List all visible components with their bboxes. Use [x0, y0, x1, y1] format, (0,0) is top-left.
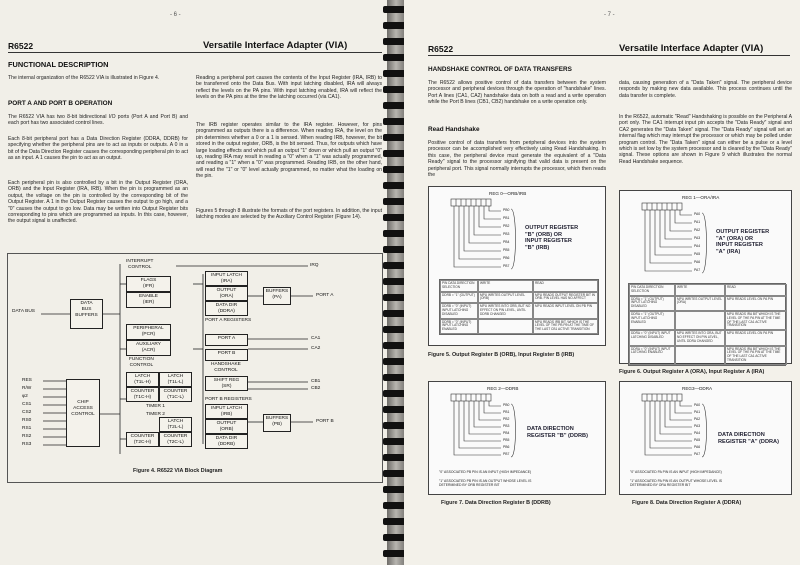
register-title: REG3—DDRA: [682, 386, 713, 391]
pin-label: CS1: [22, 402, 32, 407]
pin-label: RS3: [22, 442, 32, 447]
table-cell: MPU READS LEVEL ON PA PIN: [725, 330, 787, 345]
table-cell: MPU READS INPUT LEVEL ON PB PIN: [533, 303, 598, 318]
pin-label: φ2: [22, 394, 28, 399]
irq-label: IRQ: [310, 263, 319, 268]
table-cell: [675, 311, 725, 330]
latch-t1ll: LATCH (T1L-L): [159, 372, 192, 387]
pin-label: PB7: [503, 452, 510, 456]
register-b-table: [439, 279, 599, 335]
register-name: OUTPUT REGISTER "B" (ORB) OR INPUT REGISTER "B" (IRB): [525, 225, 579, 251]
pin-label: PB5: [503, 248, 510, 252]
table-cell: DDRA = "1" (OUTPUT) INPUT LATCHING DISABLED: [629, 296, 675, 311]
figure-5-caption: Figure 5. Output Register B (ORB), Input Register B (IRB): [428, 352, 575, 358]
ddr-b: DATA DIR (DDRB): [205, 434, 248, 449]
pin-label: PA5: [694, 252, 701, 256]
subsection-title: PORT A AND PORT B OPERATION: [8, 100, 113, 107]
pin-label: PA2: [694, 417, 701, 421]
header-rule: [8, 52, 382, 53]
subsection-title: Read Handshake: [428, 126, 480, 133]
port-b-label: PORT B: [316, 419, 334, 424]
header-left: R6522: [428, 44, 454, 54]
data-bus-buffers: DATA BUS BUFFERS: [70, 299, 103, 329]
handshake-control-label: HANDSHAKE CONTROL: [211, 362, 241, 373]
enable-ier: ENABLE (IER): [126, 292, 171, 308]
register-name: DATA DIRECTION REGISTER "A" (DDRA): [718, 432, 779, 445]
paragraph: data, causing generation of a "Data Taken" signal. The peripheral device responds by making new data available. This process continues until the data transfer is complete.: [619, 80, 792, 99]
output-ora: OUTPUT (ORA): [205, 286, 248, 301]
pin-label: PB7: [503, 264, 510, 268]
table-cell: DDRA = "1" (OUTPUT) INPUT LATCHING ENABLED: [629, 311, 675, 330]
pin-label: PB6: [503, 445, 510, 449]
pin-label: PB3: [503, 424, 510, 428]
pin-label: PA7: [694, 268, 701, 272]
table-cell: MPU WRITES OUTPUT LEVEL (ORA): [675, 296, 725, 311]
table-cell: PIN DATA DIRECTION SELECTION: [440, 280, 478, 292]
page-number: - 6 -: [170, 12, 181, 18]
block-diagram: [7, 253, 383, 483]
pin-label: PB1: [503, 410, 510, 414]
auxiliary-acr: AUXILIARY (ACR): [126, 340, 171, 356]
port-b-handshake: PORT B: [205, 349, 248, 361]
note: "1" ASSOCIATED PA PIN IS AN OUTPUT WHOSE LEVEL IS DETERMINED BY ORA REGISTER BIT: [630, 479, 722, 487]
pin-label: RS2: [22, 434, 32, 439]
table-cell: MPU READS LEVEL ON PA PIN: [725, 296, 787, 311]
figure-caption: Figure 4. R6522 VIA Block Diagram: [133, 468, 223, 474]
intro-text: The internal organization of the R6522 VIA is illustrated in Figure 4.: [8, 75, 160, 81]
pin-label: PB2: [503, 224, 510, 228]
counter-t1cl: COUNTER (T1C-L): [159, 387, 192, 402]
interrupt-control-label: INTERRUPT CONTROL: [126, 259, 154, 270]
pin-label: PA4: [694, 244, 701, 248]
page-number: - 7 -: [604, 12, 615, 18]
pin-label: PA3: [694, 424, 701, 428]
pin-label: PA6: [694, 260, 701, 264]
paragraph: Each peripheral pin is also controlled by a bit in the Output Register (ORA, ORB) and the Input Register (IRA, IRB). When the pin is programmed as an output, the voltage on the pin is controlled by the corresponding bit of the Output Register. A 1 in the Output Register causes the output to go high, and a "0" causes the output to go low. Data may be written into Output Register bits corresponding to pins which are programmed as inputs. In this case, however, the output signal is unaffected.: [8, 180, 188, 225]
figure-6-register-a: [619, 190, 792, 364]
figure-8-caption: Figure 8. Data Direction Register A (DDRA): [632, 500, 742, 506]
table-cell: MPU READS OUTPUT REGISTER BIT IN ORB. PIN LEVEL HAS NO AFFECT: [533, 292, 598, 304]
note: "0" ASSOCIATED PB PIN IS AN INPUT (HIGH IMPEDANCE): [439, 470, 532, 474]
diagram-wires: [8, 254, 384, 484]
timer2-label: TIMER 2: [146, 412, 165, 417]
pin-label: RS1: [22, 426, 32, 431]
table-cell: [675, 346, 725, 365]
input-latch-ira: INPUT LATCH (IRA): [205, 271, 248, 286]
pin-label: PB4: [503, 431, 510, 435]
figure-7-caption: Figure 7. Data Direction Register B (DDRB): [441, 500, 551, 506]
register-name: OUTPUT REGISTER "A" (ORA) OR INPUT REGISTER "A" (IRA): [716, 229, 770, 255]
chip-access-control: CHIP ACCESS CONTROL: [66, 379, 100, 447]
register-a-table: [628, 283, 786, 366]
counter-t2cl: COUNTER (T2C-L): [159, 432, 192, 447]
pin-label: PA5: [694, 438, 701, 442]
pin-label: PA0: [694, 212, 701, 216]
paragraph: The R6522 allows positive control of data transfers between the system processor and peripheral devices through the operation of "handshake" lines. Port A lines (CA1, CA2) handshake data on both a read and a write operation while the Port B lines (CB1, CB2) handshake on a write operation only.: [428, 80, 606, 106]
paragraph: The IRB register operates similar to the IRA register. However, for pins programmed as outputs there is a difference. When reading IRA, the level on the pin determines whether a 0 or a 1 is sensed. When reading IRB, however, the bit stored in the output register, ORB, is the bit sensed. Thus, for outputs which have large loading effects and which pull an output "1" down or which pull an output "0" up, reading IRA may result in reading a "0" when a "1" was actually programmed, and reading a "1" when a "0" was programmed. Reading IRB, on the other hand, will read the "1" or "0" level actually programmed, no matter what the loading on the pin.: [196, 122, 382, 180]
table-cell: MPU READS IRB BIT, WHICH IS THE LEVEL OF THE PB PIN AT THE TIME OF THE LAST CB1 ACTIVE TRANSITION: [533, 319, 598, 334]
pin-label: PB3: [503, 232, 510, 236]
table-cell: WRITE: [675, 284, 725, 296]
figure-6-caption: Figure 6. Output Register A (ORA), Input Register A (IRA): [619, 369, 765, 375]
table-cell: DDRA = "0" (INPUT) INPUT LATCHING ENABLED: [629, 346, 675, 365]
ca1-label: CA1: [311, 336, 321, 341]
table-cell: MPU READS IRA BIT WHICH IS THE LEVEL OF THE PA PIN AT THE TIME OF THE LAST CA1 ACTIVE TRANSITION: [725, 311, 787, 330]
pin-label: PA1: [694, 220, 701, 224]
paragraph: The R6522 VIA has two 8-bit bidirectional I/O ports (Port A and Port B) and each port has two associated control lines.: [8, 114, 188, 127]
pin-label: R/W: [22, 386, 32, 391]
register-title: REG 1—ORA/IRA: [682, 195, 720, 200]
ddr-a: DATA DIR (DDRA): [205, 301, 248, 316]
latch-t1lh: LATCH (T1L-H): [126, 372, 159, 387]
register-title: REG 0—ORB/IRB: [489, 191, 527, 196]
buffers-pa: BUFFERS (PA): [263, 287, 291, 305]
header-rule: [428, 55, 790, 56]
port-b-registers-label: PORT B REGISTERS: [205, 397, 252, 402]
paragraph: Figures 5 through 8 illustrate the formats of the port registers. In addition, the input latching modes are selected by the Auxiliary Control Register (Figure 14).: [196, 208, 382, 221]
figure-5-register-b: [428, 186, 606, 346]
pin-label: PB4: [503, 240, 510, 244]
left-page: [0, 0, 390, 565]
output-orb: OUTPUT (ORB): [205, 419, 248, 434]
port-a-label: PORT A: [316, 293, 334, 298]
header-left: R6522: [8, 41, 34, 51]
input-latch-irb: INPUT LATCH (IRB): [205, 404, 248, 419]
right-page: [404, 0, 800, 565]
table-cell: DDRB = "0" (INPUT) INPUT LATCHING ENABLED: [440, 319, 478, 334]
peripheral-pcr: PERIPHERAL (PCR): [126, 324, 171, 340]
pin-label: PA0: [694, 403, 701, 407]
port-a-handshake: PORT A: [205, 334, 248, 346]
table-cell: DDRB = "1" (OUTPUT): [440, 292, 478, 304]
pin-label: PA3: [694, 236, 701, 240]
register-name: DATA DIRECTION REGISTER "B" (DDRB): [527, 426, 588, 439]
port-a-registers-label: PORT A REGISTERS: [205, 318, 252, 323]
pin-label: PB1: [503, 216, 510, 220]
table-cell: DDRB = "0" (INPUT) INPUT LATCHING DISABLED: [440, 303, 478, 318]
pin-label: CS2: [22, 410, 32, 415]
figure-7-ddrb: [428, 381, 606, 495]
pin-label: PA2: [694, 228, 701, 232]
header-right: Versatile Interface Adapter (VIA): [619, 43, 764, 54]
table-cell: WRITE: [478, 280, 533, 292]
latch-t2ll: LATCH (T2L-L): [159, 417, 192, 432]
paragraph: Each 8-bit peripheral port has a Data Direction Register (DDRA, DDRB) for specifying whether the peripheral pins are to act as inputs or outputs. A 0 in a bit of the Data Direction Register causes the corresponding peripheral pin to act as an input. A 1 causes the pin to act as an output.: [8, 136, 188, 162]
paragraph: Positive control of data transfers from peripheral devices into the system processor can be accomplished very effectively using Read Handshaking. In this case, the peripheral device must generate the equivalent of a "Data Ready" signal to the processor signifying that valid data is present on the peripheral port. This signal normally interrupts the processor, which then reads the: [428, 140, 606, 179]
cb1-label: CB1: [311, 379, 321, 384]
table-cell: [478, 319, 533, 334]
note: "1" ASSOCIATED PB PIN IS AN OUTPUT WHOSE LEVEL IS DETERMINED BY ORB REGISTER BIT: [439, 479, 532, 487]
buffers-pb: BUFFERS (PB): [263, 414, 291, 432]
flags-ifr: FLAGS (IFR): [126, 276, 171, 292]
timer1-label: TIMER 1: [146, 404, 165, 409]
section-title: HANDSHAKE CONTROL OF DATA TRANSFERS: [428, 66, 572, 73]
pin-label: PA7: [694, 452, 701, 456]
ca2-label: CA2: [311, 346, 321, 351]
section-title: FUNCTIONAL DESCRIPTION: [8, 60, 109, 69]
pin-label: PB2: [503, 417, 510, 421]
figure-8-ddra: [619, 381, 792, 495]
pin-label: PB5: [503, 438, 510, 442]
pin-label: PA4: [694, 431, 701, 435]
table-cell: DDRA = "0" (INPUT) INPUT LATCHING DISABLED: [629, 330, 675, 345]
pin-label: PA1: [694, 410, 701, 414]
pin-label: PB6: [503, 256, 510, 260]
table-cell: READ: [725, 284, 787, 296]
pin-label: RS0: [22, 418, 32, 423]
paragraph: In the R6522, automatic "Read" Handshaking is possible on the Peripheral A port only. The CA1 interrupt input pin accepts the "Data Ready" signal and CA2 generates the "Data Taken" signal. The "Data Ready" signal will set an internal flag which may interrupt the processor or which may be polled under program control. The "Data Taken" signal can either be a pulse or a level which is set low by the system processor and is cleared by the "Data Ready" signal. These options are shown in Figure 9 which illustrates the normal Read Handshake sequence.: [619, 114, 792, 165]
register-title: REG 2—DDRB: [487, 386, 519, 391]
table-cell: MPU READS IRA BIT WHICH IS THE LEVEL OF THE PA PIN AT THE TIME OF THE LAST CA1 ACTIVE TRANSITION: [725, 346, 787, 365]
table-cell: MPU WRITES OUTPUT LEVEL (ORB): [478, 292, 533, 304]
pin-label: PB0: [503, 208, 510, 212]
header-right: Versatile Interface Adapter (VIA): [203, 40, 348, 51]
data-bus-label: DATA BUS: [12, 309, 36, 314]
note: "0" ASSOCIATED PA PIN IS AN INPUT (HIGH IMPEDANCE): [630, 470, 722, 474]
table-cell: MPU WRITES INTO ORA, BUT NO EFFECT ON PIN LEVEL, UNTIL DDRA CHANGED: [675, 330, 725, 345]
table-cell: PIN DATA DIRECTION SELECTION: [629, 284, 675, 296]
cb2-label: CB2: [311, 386, 321, 391]
shift-register: SHIFT REG (SR): [205, 376, 248, 391]
pin-label: PA6: [694, 445, 701, 449]
function-control-label: FUNCTION CONTROL: [129, 357, 154, 368]
bit-diagram: [429, 197, 607, 277]
table-cell: MPU WRITES INTO ORB, BUT NO EFFECT ON PIN LEVEL, UNTIL DDRB CHANGED: [478, 303, 533, 318]
counter-t2ch: COUNTER (T2C-H): [126, 432, 159, 447]
pin-label: RES: [22, 378, 32, 383]
table-cell: READ: [533, 280, 598, 292]
pin-label: PB0: [503, 403, 510, 407]
paragraph: Reading a peripheral port causes the contents of the Input Register (IRA, IRB) to be transferred onto the Data Bus. With input latching disabled, IRA will always reflect the levels on the PA pins. With input latching enabled, IRA will reflect the levels on the PA pins at the time the latching occurred (via CA1).: [196, 75, 382, 101]
counter-t1ch: COUNTER (T1C-H): [126, 387, 159, 402]
